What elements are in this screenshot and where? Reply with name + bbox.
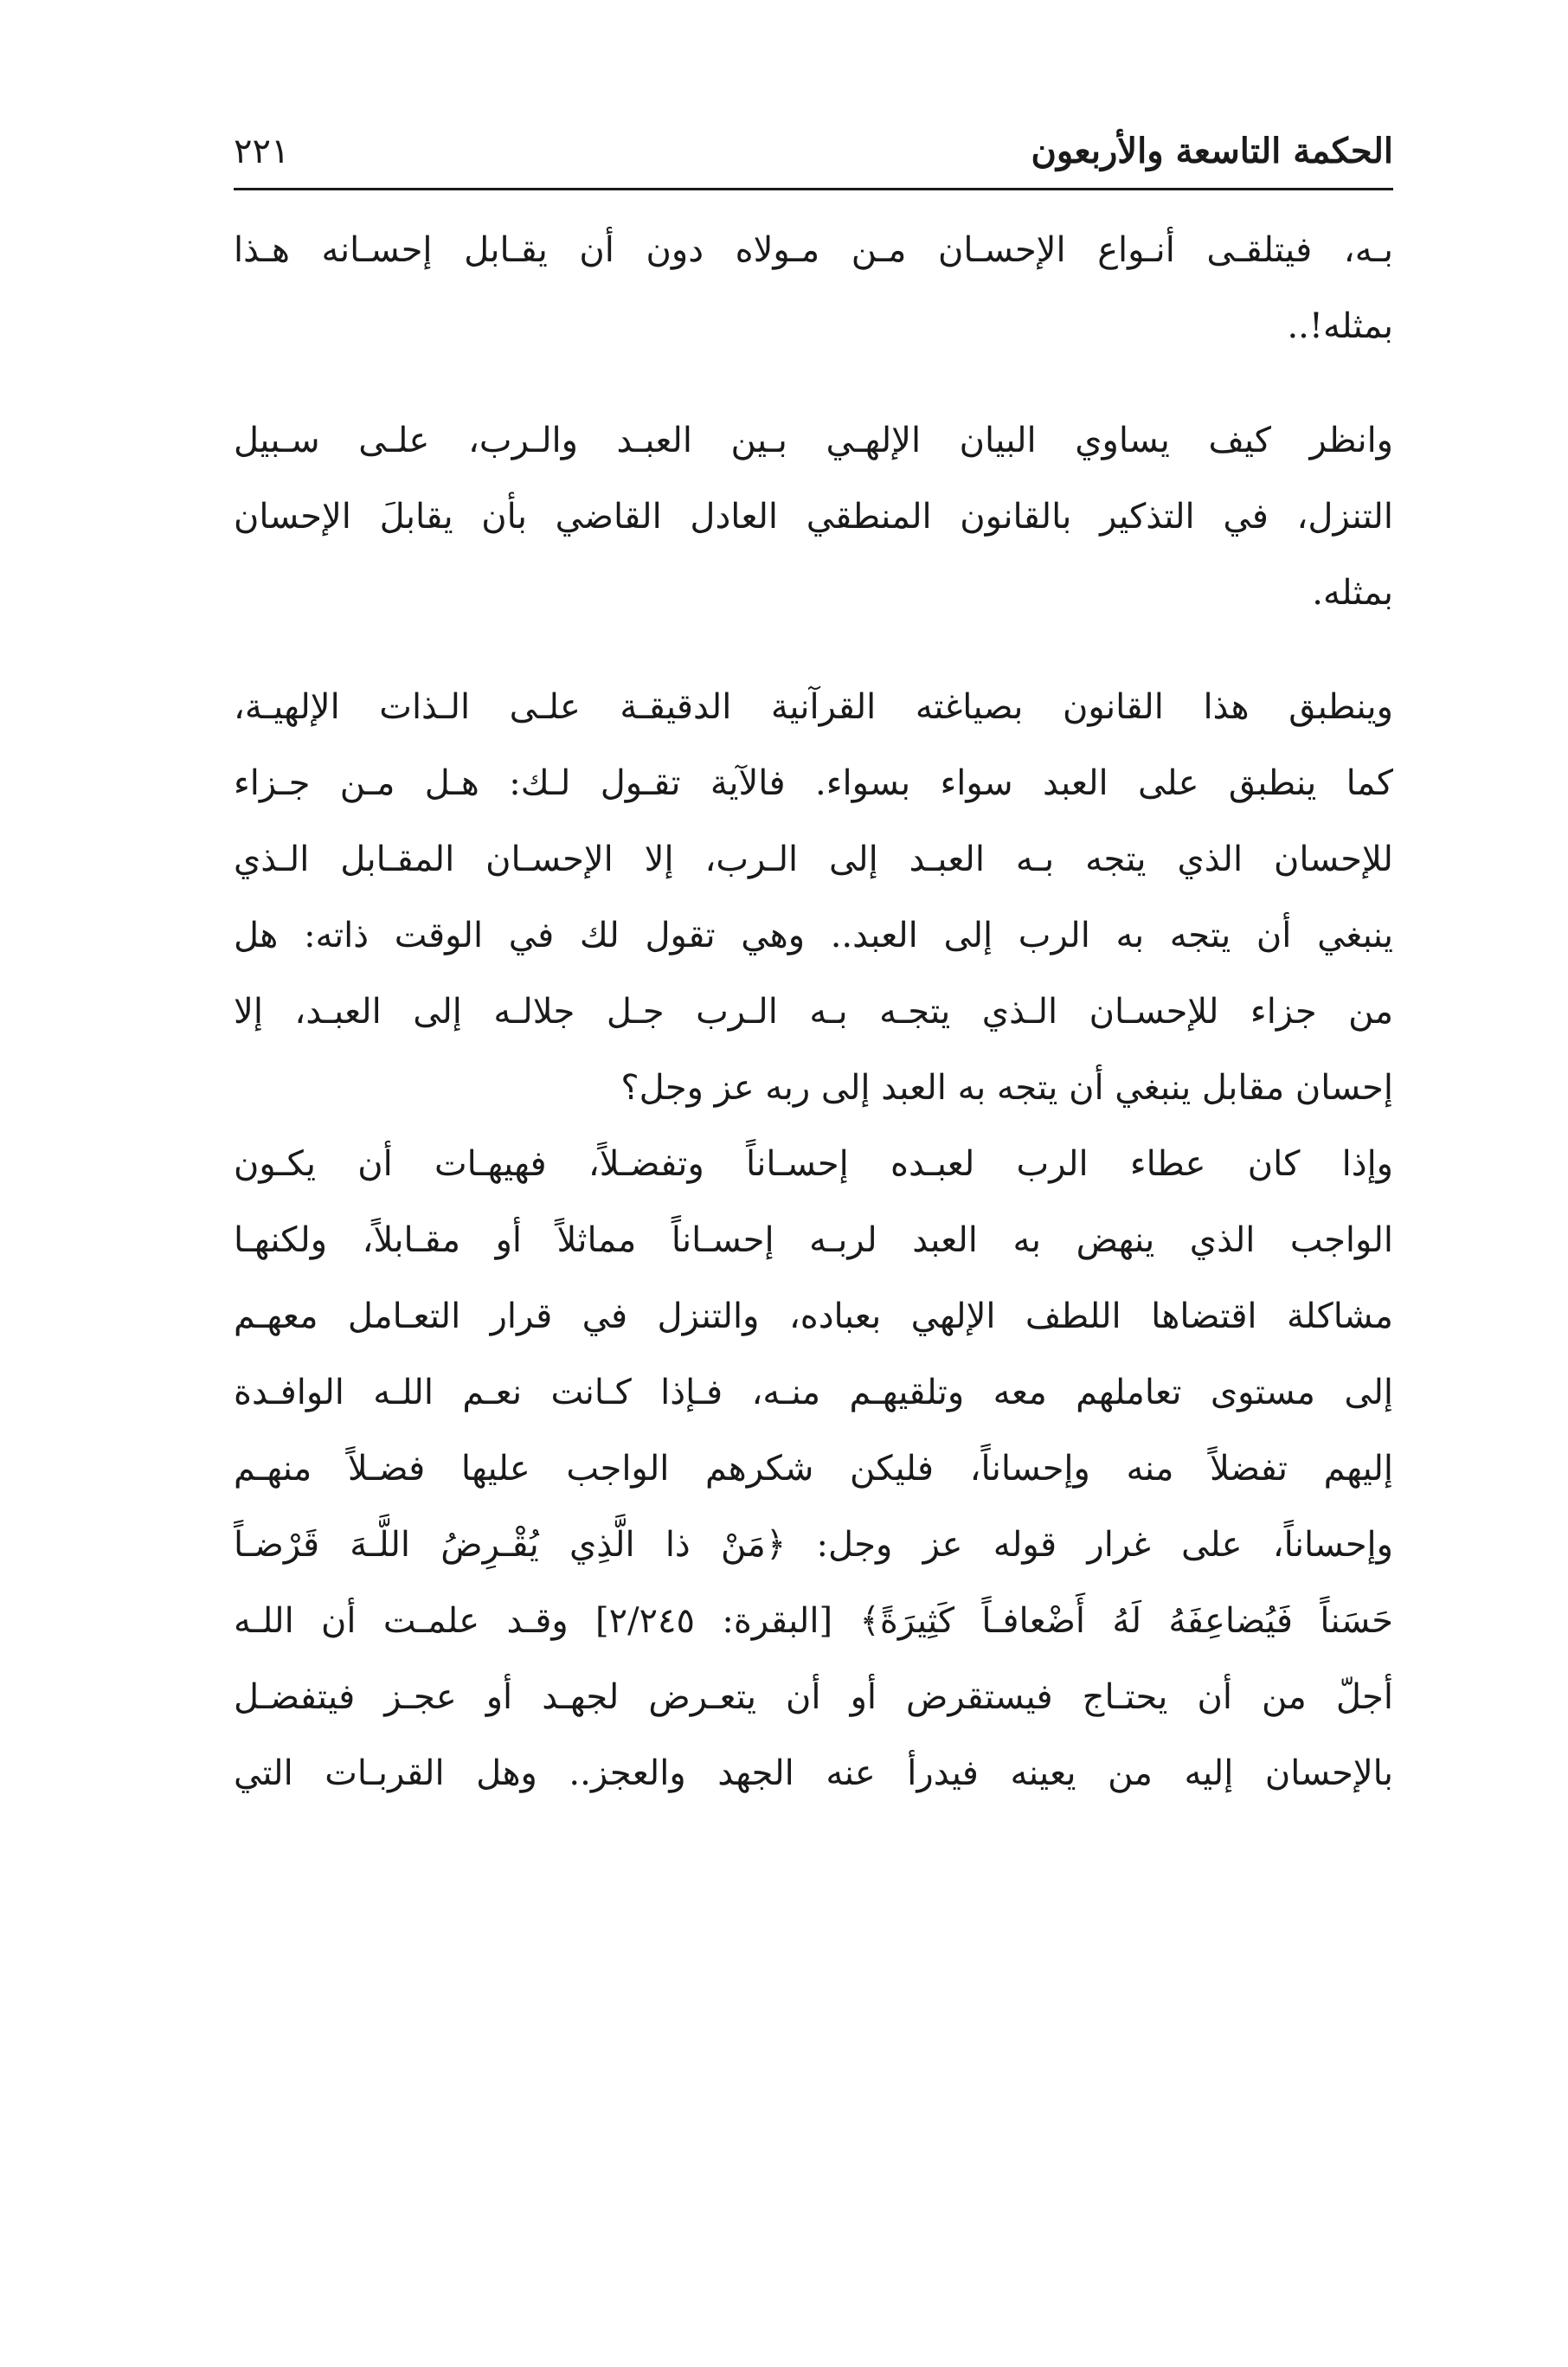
text-line: أجلّ من أن يحتـاج فيستقرض أو أن يتعـرض لجهـد أو عجـز فيتفضـل bbox=[234, 1677, 1393, 1717]
paragraph bbox=[234, 402, 1393, 631]
text-line: للإحسان الذي يتجه بـه العبـد إلى الـرب، إلا الإحسـان المقـابل الـذي bbox=[234, 839, 1393, 879]
text-line: بـه، فيتلقـى أنـواع الإحسـان مـن مـولاه دون أن يقـابل إحسـانه هـذا bbox=[234, 230, 1393, 270]
text-line: إليهم تفضلاً منه وإحساناً، فليكن شكرهم الواجب عليها فضـلاً منهـم bbox=[234, 1449, 1393, 1489]
paragraph bbox=[234, 669, 1393, 1126]
page-number: ٢٢١ bbox=[234, 132, 290, 171]
text-line: كما ينطبق على العبد سواء بسواء. فالآية تقـول لـك: هـل مـن جـزاء bbox=[234, 763, 1393, 803]
paragraph bbox=[234, 212, 1393, 364]
text-line: بمثله. bbox=[1312, 573, 1393, 613]
text-line: وانظر كيف يساوي البيان الإلهـي بـين العبـد والـرب، علـى سـبيل bbox=[234, 421, 1393, 460]
text-line: وإذا كان عطاء الرب لعبـده إحسـاناً وتفضـلاً، فهيهـات أن يكـون bbox=[234, 1144, 1393, 1184]
text-line: حَسَناً فَيُضاعِفَهُ لَهُ أَضْعافـاً كَثِيرَةً﴾ [البقرة: ٢/٢٤٥] وقـد علمـت أن اللـه bbox=[234, 1601, 1393, 1641]
text-line: وإحساناً، على غرار قوله عز وجل: ﴿مَنْ ذا الَّذِي يُقْـرِضُ اللَّـهَ قَرْضـاً bbox=[234, 1525, 1393, 1565]
text-line: بالإحسان إليه من يعينه فيدرأ عنه الجهد والعجز.. وهل القربـات التي bbox=[234, 1753, 1393, 1793]
text-line: التنزل، في التذكير بالقانون المنطقي العادل القاضي بأن يقابلَ الإحسان bbox=[234, 497, 1393, 537]
running-header bbox=[234, 121, 1393, 182]
text-line: بمثله!.. bbox=[1287, 306, 1393, 346]
text-line: وينطبق هذا القانون بصياغته القرآنية الدقيقـة علـى الـذات الإلهيـة، bbox=[234, 687, 1393, 727]
header-rule bbox=[234, 188, 1393, 190]
text-line: إلى مستوى تعاملهم معه وتلقيهـم منـه، فـإذا كـانت نعـم اللـه الوافـدة bbox=[234, 1373, 1393, 1412]
text-line: ينبغي أن يتجه به الرب إلى العبد.. وهي تقول لك في الوقت ذاته: هل bbox=[234, 916, 1393, 955]
text-line: من جزاء للإحسـان الـذي يتجـه بـه الـرب جـل جلالـه إلى العبـد، إلا bbox=[234, 992, 1393, 1032]
paragraph-gap bbox=[234, 364, 1393, 402]
paragraph-gap bbox=[234, 631, 1393, 669]
text-line: إحسان مقابل ينبغي أن يتجه به العبد إلى ربه عز وجل؟ bbox=[620, 1068, 1393, 1108]
chapter-title: الحكمة التاسعة والأربعون bbox=[1031, 131, 1393, 171]
paragraph bbox=[234, 1126, 1393, 1811]
text-line: الواجب الذي ينهض به العبد لربـه إحسـاناً مماثلاً أو مقـابلاً، ولكنهـا bbox=[234, 1220, 1393, 1260]
text-line: مشاكلة اقتضاها اللطف الإلهي بعباده، والتنزل في قرار التعـامل معهـم bbox=[234, 1296, 1393, 1336]
body-text bbox=[234, 212, 1393, 1811]
